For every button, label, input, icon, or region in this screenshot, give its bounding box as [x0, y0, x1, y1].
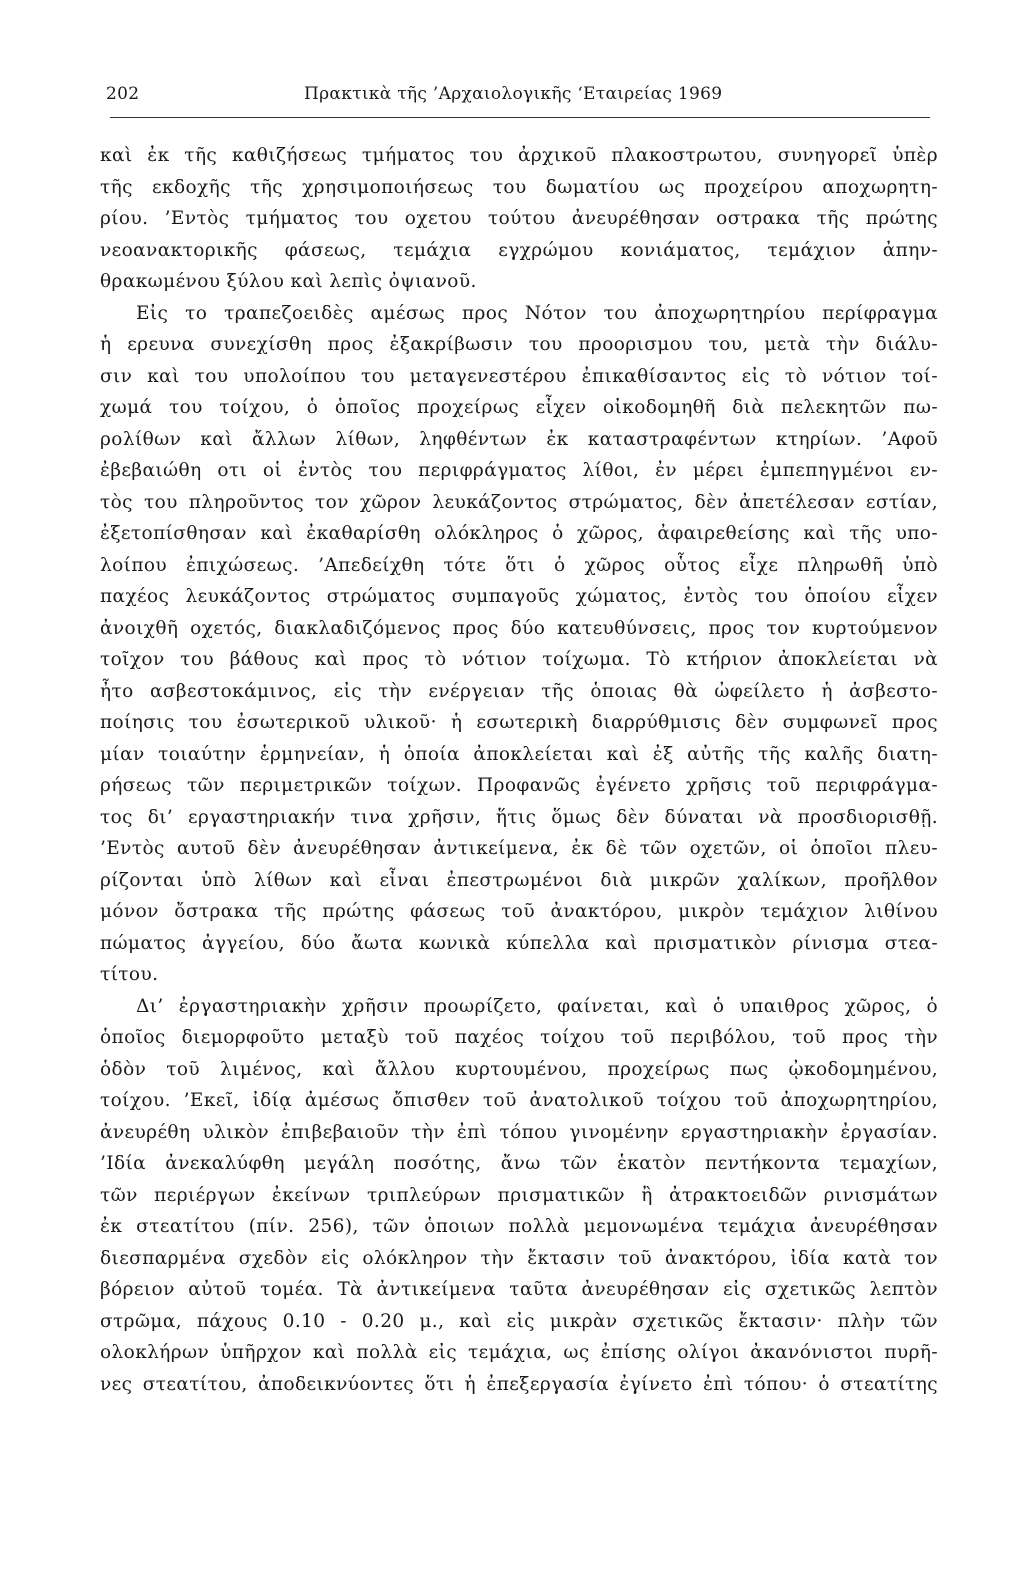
text-line: τίτου.: [100, 964, 159, 985]
text-line: ρολίθων καὶ ἄλλων λίθων, ληφθέντων ἐκ καταστραφέντων κτηρίων. ’Αφοῦ: [100, 428, 938, 450]
text-line: τοῖχον του βάθους καὶ προς τὸ νότιον τοίχωμα. Τὸ κτήριον ἀποκλείεται νὰ: [100, 649, 938, 670]
text-line: τοίχου. ’Εκεῖ, ἰδίᾳ ἀμέσως ὄπισθεν τοῦ ἀνατολικοῦ τοίχου τοῦ ἀποχωρητηρίου,: [100, 1090, 938, 1111]
text-line: ὁποῖος διεμορφοῦτο μεταξὺ τοῦ παχέος τοίχου τοῦ περιβόλου, τοῦ προς τὴν: [100, 1027, 938, 1048]
text-line: ἦτο ασβεστοκάμινος, εἰς τὴν ενέργειαν τῆς ὁποιας θὰ ὠφείλετο ἡ ἀσβεστο-: [100, 680, 938, 702]
page-header: [106, 84, 916, 114]
text-line: τὸς του πληροῦντος τον χῶρον λευκάζοντος στρώματος, δὲν ἀπετέλεσαν εστίαν,: [100, 491, 938, 513]
text-line: ἀνευρέθη υλικὸν ἐπιβεβαιοῦν τὴν ἐπὶ τόπου γινομένην εργαστηριακὴν ἐργασίαν.: [100, 1121, 938, 1143]
text-line: ἐξετοπίσθησαν καὶ ἐκαθαρίσθη ολόκληρος ὁ χῶρος, ἀφαιρεθείσης καὶ τῆς υπο-: [100, 523, 938, 544]
text-line: χωμά του τοίχου, ὁ ὁποῖος προχείρως εἶχεν οἰκοδομηθῆ διὰ πελεκητῶν πω-: [100, 397, 938, 418]
text-line: νες στεατίτου, ἀποδεικνύοντες ὅτι ἡ ἐπεξεργασία ἐγίνετο ἐπὶ τόπου· ὁ στεατίτης: [100, 1373, 938, 1395]
text-line: ἐβεβαιώθη οτι οἱ ἐντὸς του περιφράγματος λίθοι, ἐν μέρει ἐμπεπηγμένοι εν-: [100, 460, 938, 481]
text-line: καὶ ἐκ τῆς καθιζήσεως τμήματος του ἀρχικοῦ πλακοστρωτου, συνηγορεῖ ὑπὲρ: [100, 145, 938, 166]
text-line: παχέος λευκάζοντος στρώματος συμπαγοῦς χώματος, ἐντὸς του ὁποίου εἶχεν: [100, 586, 938, 607]
text-line: τῶν περιέργων ἐκείνων τριπλεύρων πρισματικῶν ἢ ἀτρακτοειδῶν ρινισμάτων: [100, 1184, 938, 1206]
text-line: θρακωμένου ξύλου καὶ λεπὶς ὀψιανοῦ.: [100, 271, 477, 292]
text-line: σιν καὶ του υπολοίπου του μεταγενεστέρου ἐπικαθίσαντος εἰς τὸ νότιον τοί-: [100, 365, 938, 387]
text-line: ρήσεως τῶν περιμετρικῶν τοίχων. Προφανῶς ἐγένετο χρῆσις τοῦ περιφράγμα-: [100, 775, 938, 796]
text-line: ’Ιδία ἀνεκαλύφθη μεγάλη ποσότης, ἄνω τῶν ἑκατὸν πεντήκοντα τεμαχίων,: [100, 1153, 938, 1174]
text-line: τῆς εκδοχῆς τῆς χρησιμοποιήσεως του δωματίου ως προχείρου αποχωρητη-: [100, 176, 938, 198]
text-line: τος δι’ εργαστηριακήν τινα χρῆσιν, ἥτις ὅμως δὲν δύναται νὰ προσδιορισθῇ.: [100, 806, 938, 828]
running-title: Πρακτικὰ τῆς ’Αρχαιολογικῆς ‘Εταιρείας 1969: [304, 84, 723, 104]
text-line: μόνον ὄστρακα τῆς πρώτης φάσεως τοῦ ἀνακτόρου, μικρὸν τεμάχιον λιθίνου: [100, 901, 938, 922]
text-line: Εἰς το τραπεζοειδὲς αμέσως προς Νότον του ἀποχωρητηρίου περίφραγμα: [136, 302, 938, 324]
body-text: [100, 140, 938, 1400]
text-line: ρίου. ’Εντὸς τμήματος του οχετου τούτου ἀνευρέθησαν οστρακα τῆς πρώτης: [100, 208, 938, 229]
text-line: ποίησις του ἐσωτερικοῦ υλικοῦ· ἡ εσωτερικὴ διαρρύθμισις δὲν συμφωνεῖ προς: [100, 712, 938, 733]
text-line: λοίπου ἐπιχώσεως. ’Απεδείχθη τότε ὅτι ὁ χῶρος οὗτος εἶχε πληρωθῆ ὑπὸ: [100, 554, 938, 576]
text-line: στρῶμα, πάχους 0.10 - 0.20 μ., καὶ εἰς μικρὰν σχετικῶς ἔκτασιν· πλὴν τῶν: [100, 1310, 938, 1332]
text-line: ἐκ στεατίτου (πίν. 256), τῶν ὁποιων πολλὰ μεμονωμένα τεμάχια ἀνευρέθησαν: [100, 1216, 938, 1237]
text-line: διεσπαρμένα σχεδὸν εἰς ολόκληρον τὴν ἔκτασιν τοῦ ἀνακτόρου, ἰδία κατὰ τον: [100, 1247, 938, 1269]
text-line: βόρειον αὐτοῦ τομέα. Τὰ ἀντικείμενα ταῦτα ἀνευρέθησαν εἰς σχετικῶς λεπτὸν: [100, 1279, 938, 1300]
header-rule: [110, 117, 930, 118]
page-number: 202: [106, 84, 140, 104]
text-line: ὁδὸν τοῦ λιμένος, καὶ ἄλλου κυρτουμένου, προχείρως πως ᾠκοδομημένου,: [100, 1058, 938, 1080]
text-line: νεοανακτορικῆς φάσεως, τεμάχια εγχρώμου κονιάματος, τεμάχιον ἀπην-: [100, 239, 938, 261]
text-line: ολοκλήρων ὑπῆρχον καὶ πολλὰ εἰς τεμάχια, ως ἐπίσης ολίγοι ἀκανόνιστοι πυρῆ-: [100, 1342, 938, 1363]
text-line: ἀνοιχθῆ οχετός, διακλαδιζόμενος προς δύο κατευθύνσεις, προς τον κυρτούμενον: [100, 617, 938, 639]
text-line: Δι’ ἐργαστηριακὴν χρῆσιν προωρίζετο, φαίνεται, καὶ ὁ υπαιθρος χῶρος, ὁ: [136, 995, 938, 1017]
text-line: ’Εντὸς αυτοῦ δὲν ἀνευρέθησαν ἀντικείμενα, ἐκ δὲ τῶν οχετῶν, οἱ ὁποῖοι πλευ-: [100, 838, 938, 859]
text-line: μίαν τοιαύτην ἑρμηνείαν, ἡ ὁποία ἀποκλείεται καὶ ἐξ αὐτῆς τῆς καλῆς διατη-: [100, 743, 938, 765]
text-line: πώματος ἀγγείου, δύο ἄωτα κωνικὰ κύπελλα καὶ πρισματικὸν ρίνισμα στεα-: [100, 932, 938, 954]
text-line: ρίζονται ὑπὸ λίθων καὶ εἶναι ἐπεστρωμένοι διὰ μικρῶν χαλίκων, προῆλθον: [100, 869, 938, 891]
text-line: ἡ ερευνα συνεχίσθη προς ἐξακρίβωσιν του προορισμου του, μετὰ τὴν διάλυ-: [100, 334, 938, 355]
